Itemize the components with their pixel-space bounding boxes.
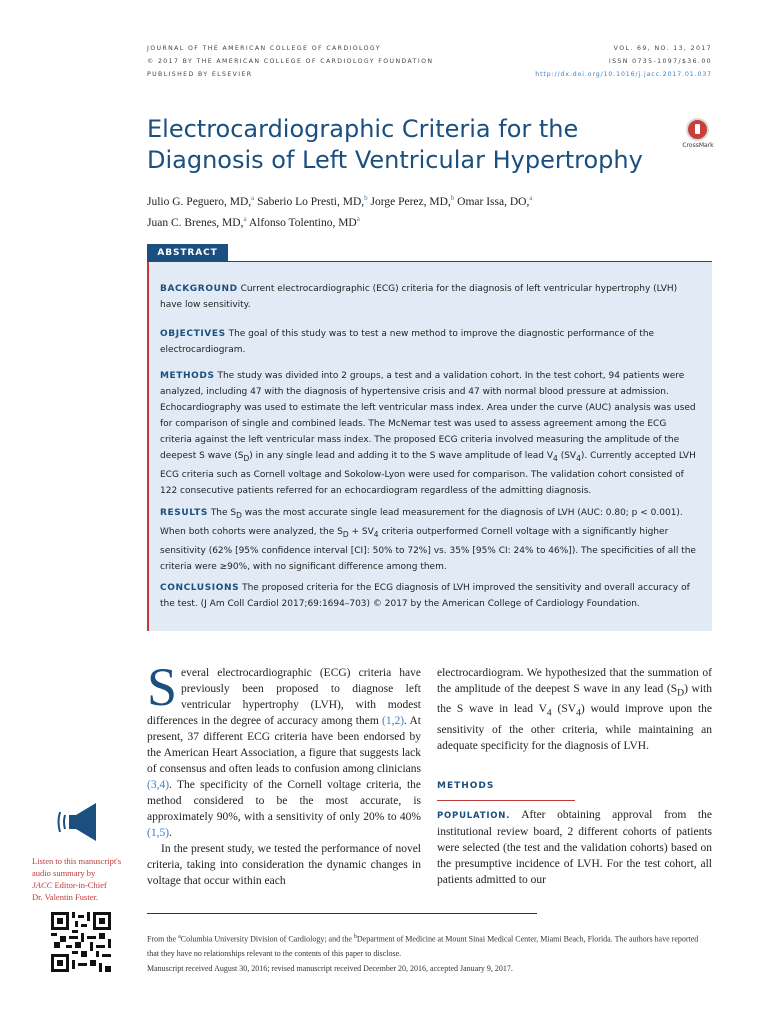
audio-note-line: Editor-in-Chief (52, 880, 107, 890)
reference-link[interactable]: (1,2) (381, 715, 405, 727)
speaker-icon[interactable] (56, 800, 106, 844)
population-paragraph (437, 807, 712, 888)
body-text: . At present, 37 different ECG criteria have been endorsed by the American Heart Association, a figure that suggests lack of consensus and often leads to confusion among clinicians (147, 715, 421, 775)
journal-name: JOURNAL OF THE AMERICAN COLLEGE OF CARDIOLOGY (147, 45, 381, 52)
running-header-left (147, 42, 433, 81)
section-keyword: CONCLUSIONS (160, 583, 240, 593)
affiliation-link[interactable]: b (364, 194, 368, 202)
drop-cap: S (147, 657, 178, 717)
section-keyword: BACKGROUND (160, 284, 238, 294)
footnote-divider (147, 913, 537, 914)
crossmark-badge[interactable] (681, 118, 715, 154)
qr-code-icon[interactable] (51, 912, 111, 972)
subsection-keyword: POPULATION. (437, 811, 511, 821)
abstract-results (160, 505, 700, 575)
body-text: everal electrocardiographic (ECG) criteria have previously been proposed to diagnose left ventricular hypertrophy (LVH), with modest differences in the degree of accuracy among them (147, 667, 421, 727)
author-name: Saberio Lo Presti, MD, (257, 195, 365, 208)
abstract-text: The S (210, 508, 237, 518)
abstract-text: (SV (557, 451, 577, 462)
affiliation-link[interactable]: b (450, 194, 455, 202)
audio-note-line: Dr. Valentin Fuster. (32, 892, 98, 902)
abstract-text: ). Currently accepted LVH ECG criteria such as Cornell voltage and Sokolow-Lyon were used for comparison. The validation cohort consisted of 122 consecutive patients referred for an echocardiogram regardless of the admitting diagnosis. (160, 451, 696, 497)
methods-rule (437, 800, 575, 801)
abstract-background (160, 281, 700, 313)
article-title: Electrocardiographic Criteria for the Diagnosis of Left Ventricular Hypertrophy (147, 115, 643, 174)
issn-line: ISSN 0735-1097/$36.00 (608, 58, 712, 65)
author-name: Julio G. Peguero, MD, (147, 195, 252, 208)
reference-link[interactable]: (3,4) (147, 779, 170, 791)
subscript: D (236, 510, 242, 520)
audio-note-line: audio summary by (32, 868, 96, 878)
superscript: a (178, 934, 181, 940)
subscript: 4 (546, 707, 552, 719)
body-text: . (169, 827, 172, 839)
abstract-conclusions (160, 580, 700, 612)
running-header-right (535, 42, 712, 81)
author-name: Juan C. Brenes, MD, (147, 216, 244, 229)
section-keyword: METHODS (160, 371, 215, 381)
affiliation-link[interactable]: a (356, 214, 360, 223)
subscript: D (243, 454, 250, 464)
affiliation-link[interactable]: a (529, 194, 533, 202)
footnote-text: Columbia University Division of Cardiology; and the (180, 934, 354, 944)
body-text: . The specificity of the Cornell voltage criteria, the method considered to be the most accurate, is approximately 90%, with a sensitivity of only 20% to 40% (147, 779, 421, 823)
footnote-text: From the (147, 934, 179, 944)
footnote-text: Department of Medicine at Mount Sinai Medical Center, Miami Beach, Florida. The authors have reported that they have no relationships relevant to the contents of this paper to disclose. (147, 934, 699, 958)
copyright-line: © 2017 BY THE AMERICAN COLLEGE OF CARDIOLOGY FOUNDATION (147, 58, 434, 65)
subscript: 4 (553, 454, 558, 464)
abstract-text: was the most accurate single lead measurement for the diagnosis of LVH (AUC: 0.80; p < 0.001). When both cohorts were analyzed, the S (160, 508, 683, 537)
subscript: D (677, 687, 685, 699)
body-text: electrocardiogram. We hypothesized that the summation of the amplitude of the deepest S wave in any lead (S (437, 667, 712, 695)
subscript: 4 (576, 707, 581, 719)
audio-summary-note[interactable] (32, 855, 142, 903)
affiliation-link[interactable]: a (251, 194, 255, 202)
body-text: (SV (551, 703, 577, 716)
audio-note-line: Listen to this manuscript's (32, 856, 122, 866)
body-right-column (437, 665, 712, 754)
abstract-text: The study was divided into 2 groups, a test and a validation cohort. In the test cohort, 94 patients were analyzed, including 47 with the diagnosis of hypertensive crisis and 47 with normal blood pressure at admission. Echocardiography was used to estimate the left ventricular mass index. Area under the curve (AUC) analysis was used for comparison of single and combined leads. The McNemar test was used to assess agreement among the ECG criteria against the left ventricular mass index. The proposed ECG criteria involved measuring the amplitude of the deepest S wave (S (160, 371, 696, 462)
author-name: Omar Issa, DO, (457, 195, 530, 208)
crossmark-icon (686, 118, 709, 141)
manuscript-dates: Manuscript received August 30, 2016; revised manuscript received December 20, 2016, accepted January 9, 2017. (147, 964, 513, 973)
section-keyword: OBJECTIVES (160, 329, 226, 339)
body-paragraph: In the present study, we tested the performance of novel criteria, taking into consideration the dynamic changes in voltage that occur within each (147, 843, 421, 887)
abstract-text: criteria outperformed Cornell voltage with a significantly higher sensitivity (62% [95% confidence interval [CI]: 50% to 72%] vs. 35% [95% CI: 24% to 46%]). The specificities of all the criteria were ≥90%, with no significant difference among them. (160, 526, 696, 572)
reference-link[interactable]: (1,5) (147, 827, 170, 839)
abstract-text: ) in any single lead and adding it to the S wave amplitude of lead V (249, 451, 554, 462)
abstract-methods (160, 368, 700, 500)
author-name: Alfonso Tolentino, MD (248, 216, 357, 229)
superscript: b (353, 934, 357, 940)
author-name: Jorge Perez, MD, (370, 195, 451, 208)
abstract-text: Current electrocardiographic (ECG) criteria for the diagnosis of left ventricular hypertrophy (LVH) have low sensitivity. (160, 284, 678, 311)
abstract-text: The goal of this study was to test a new method to improve the diagnostic performance of the electrocardiogram. (160, 329, 655, 356)
publisher-line: PUBLISHED BY ELSEVIER (147, 71, 253, 78)
subscript: 4 (373, 529, 379, 539)
crossmark-label: CrossMark (682, 142, 714, 149)
abstract-objectives (160, 326, 700, 358)
doi-link[interactable]: http://dx.doi.org/10.1016/j.jacc.2017.01.037 (535, 71, 712, 78)
body-left-column (147, 657, 421, 889)
abstract-text: The proposed criteria for the ECG diagnosis of LVH improved the sensitivity and overall accuracy of the test. (J Am Coll Cardiol 2017;69:1694–703) © 2017 by the American College of Cardiology Foundation. (160, 583, 690, 610)
body-text: ) would improve upon the sensitivity of the other criteria, while maintaining an adequate specificity for the diagnosis of LVH. (437, 703, 713, 752)
section-keyword: RESULTS (160, 508, 208, 518)
audio-note-line: JACC (32, 880, 53, 890)
subscript: D (342, 529, 349, 539)
body-text: After obtaining approval from the institutional review board, 2 different cohorts of patients were selected (the test and the validation cohorts) based on the presumptive incidence of LVH. For the test cohort, all patients admitted to our (437, 809, 712, 886)
affiliation-footnote (147, 930, 707, 961)
abstract-text: + SV (348, 526, 374, 537)
volume-line: VOL. 69, NO. 13, 2017 (613, 45, 712, 52)
abstract-box (147, 262, 712, 631)
body-text: ) with the S wave in lead V (437, 683, 712, 716)
methods-heading: METHODS (437, 781, 495, 791)
affiliation-link[interactable]: a (243, 214, 247, 223)
author-list (147, 190, 532, 232)
subscript: 4 (576, 454, 581, 464)
abstract-tab: ABSTRACT (147, 244, 228, 262)
